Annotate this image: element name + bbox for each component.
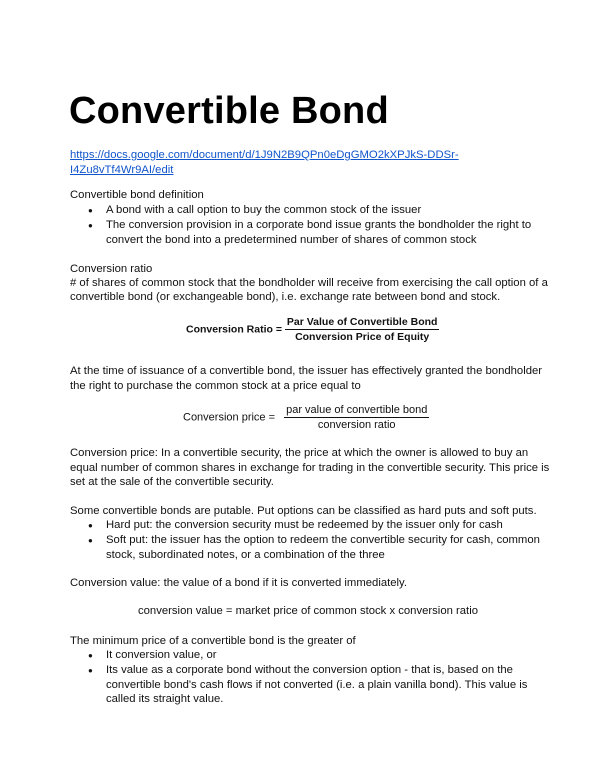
price-text-line-2: equal number of common shares in exchange for trading in the convertible security. This price is (70, 462, 550, 474)
list-item: ● Hard put: the conversion security must be redeemed by the issuer only for cash (88, 518, 540, 533)
list-item-continuation: stock, subordinated notes, or a combination of the three (106, 549, 385, 561)
list-item: ● Soft put: the issuer has the option to redeem the convertible security for cash, common (88, 533, 540, 548)
conversion-ratio-formula (186, 316, 439, 343)
definition-list (88, 203, 531, 233)
list-item: ● A bond with a call option to buy the common stock of the issuer (88, 203, 531, 218)
definition-heading: Convertible bond definition (70, 189, 204, 201)
google-doc-link[interactable] (70, 148, 470, 178)
formula-fraction (284, 404, 429, 431)
page-title: Convertible Bond (69, 90, 389, 132)
conversion-price-formula (183, 404, 429, 431)
issuance-text-line-2: the right to purchase the common stock at a price equal to (70, 380, 361, 392)
list-item: ● Its value as a corporate bond without the conversion option - that is, based on the (88, 663, 513, 678)
putable-text: Some convertible bonds are putable. Put options can be classified as hard puts and soft puts. (70, 505, 537, 517)
minimum-list (88, 648, 513, 678)
formula-numerator: par value of convertible bond (286, 404, 428, 416)
list-item: ● The conversion provision in a corporate bond issue grants the bondholder the right to (88, 218, 531, 233)
formula-lhs: Conversion Ratio = (186, 323, 282, 336)
ratio-text-line-2: convertible bond (or exchangeable bond), i.e. exchange rate between bond and stock. (70, 291, 501, 303)
price-text-line-3: set at the sale of the convertible security. (70, 476, 274, 488)
link-line-1[interactable]: https://docs.google.com/document/d/1J9N2B9QPn0eDgGMO2kXPJkS-DDSr- (70, 149, 459, 161)
list-item-continuation: convertible bond's cash flows if not converted (i.e. a plain vanilla bond). This value is (106, 679, 528, 691)
link-line-2[interactable]: I4Zu8vTf4Wr9AI/edit (70, 164, 174, 176)
list-item-continuation: convert the bond into a predetermined number of shares of common stock (106, 234, 477, 246)
formula-lhs: Conversion price = (183, 411, 276, 424)
ratio-heading: Conversion ratio (70, 263, 153, 275)
formula-fraction (285, 316, 440, 343)
conversion-value-formula: conversion value = market price of common stock x conversion ratio (138, 605, 478, 617)
value-text: Conversion value: the value of a bond if it is converted immediately. (70, 577, 407, 589)
list-item-continuation: called its straight value. (106, 693, 224, 705)
formula-denominator: conversion ratio (317, 419, 396, 431)
list-item: ● It conversion value, or (88, 648, 513, 663)
issuance-text-line-1: At the time of issuance of a convertible bond, the issuer has effectively granted the bondholder (70, 365, 543, 377)
formula-numerator: Par Value of Convertible Bond (286, 316, 438, 328)
putable-list (88, 518, 540, 548)
ratio-text-line-1: # of shares of common stock that the bondholder will receive from exercising the call option of a (70, 277, 548, 289)
formula-denominator: Conversion Price of Equity (295, 331, 430, 343)
price-text-line-1: Conversion price: In a convertible security, the price at which the owner is allowed to buy an (70, 447, 529, 459)
minimum-text: The minimum price of a convertible bond is the greater of (70, 635, 356, 647)
